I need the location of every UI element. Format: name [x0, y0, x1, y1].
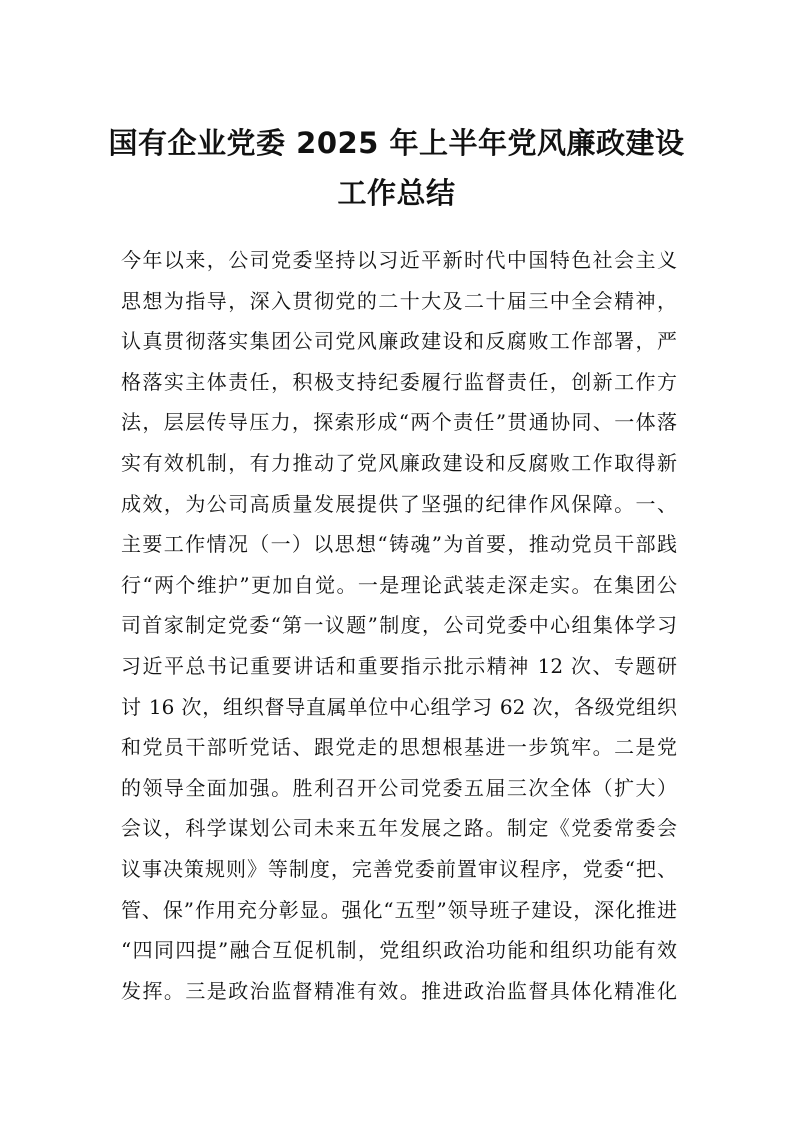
body-line: 今年以来，公司党委坚持以习近平新时代中国特色社会主义 [121, 248, 677, 272]
body-line: 习近平总书记重要讲话和重要指示批示精神 12 次、专题研 [121, 653, 677, 678]
body-line: 的领导全面加强。胜利召开公司党委五届三次全体（扩大） [121, 775, 677, 800]
body-line: 思想为指导，深入贯彻党的二十大及二十届三中全会精神， [121, 288, 677, 313]
body-line: 管、保”作用充分彰显。强化“五型”领导班子建设，深化推进 [121, 897, 677, 922]
body-line: 格落实主体责任，积极支持纪委履行监督责任，创新工作方 [121, 369, 677, 394]
document-body [121, 240, 677, 1011]
body-line: 讨 16 次，组织督导直属单位中心组学习 62 次，各级党组织 [121, 694, 677, 719]
document-title [100, 118, 693, 218]
body-line: 和党员干部听党话、跟党走的思想根基进一步筑牢。二是党 [121, 735, 677, 760]
body-line: 成效，为公司高质量发展提供了坚强的纪律作风保障。一、 [121, 491, 677, 516]
body-line: 行“两个维护”更加自觉。一是理论武装走深走实。在集团公 [121, 572, 677, 597]
body-line: 会议，科学谋划公司未来五年发展之路。制定《党委常委会 [121, 816, 677, 841]
title-line: 工作总结 [337, 176, 456, 210]
body-line: “四同四提”融合互促机制，党组织政治功能和组织功能有效 [121, 938, 677, 963]
body-line: 议事决策规则》等制度，完善党委前置审议程序，党委“把、 [121, 856, 677, 881]
title-line: 国有企业党委 2025 年上半年党风廉政建设 [108, 126, 685, 160]
body-line: 认真贯彻落实集团公司党风廉政建设和反腐败工作部署，严 [121, 329, 677, 354]
body-line: 实有效机制，有力推动了党风廉政建设和反腐败工作取得新 [121, 450, 677, 475]
body-line: 发挥。三是政治监督精准有效。推进政治监督具体化精准化 [121, 978, 677, 1003]
body-line: 法，层层传导压力，探索形成“两个责任”贯通协同、一体落 [121, 410, 677, 435]
body-line: 司首家制定党委“第一议题”制度，公司党委中心组集体学习 [121, 613, 677, 638]
body-line: 主要工作情况（一）以思想“铸魂”为首要，推动党员干部践 [121, 532, 677, 557]
